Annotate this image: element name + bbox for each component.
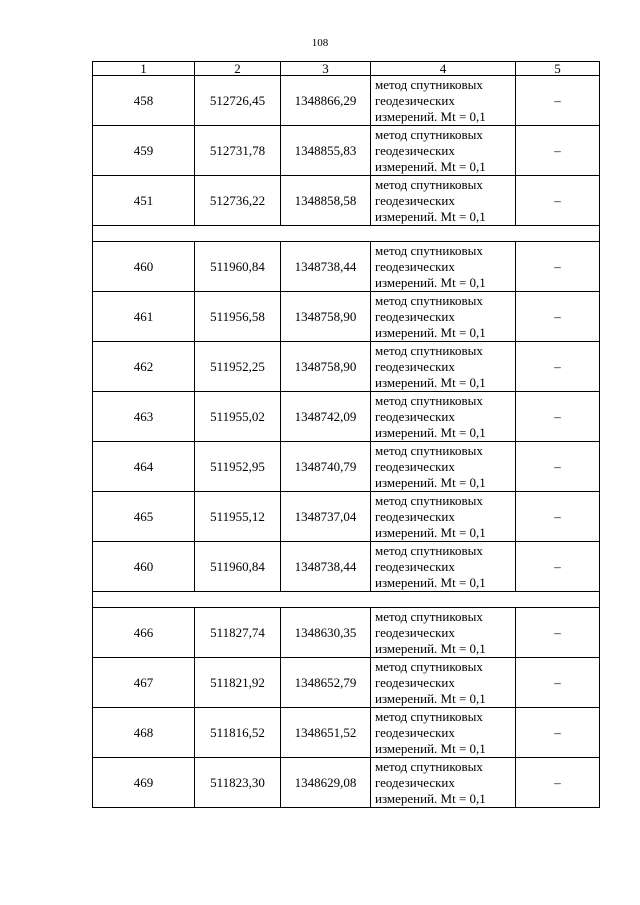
method-line: геодезических — [375, 458, 455, 474]
table-row — [93, 758, 600, 808]
note-cell: – — [516, 126, 600, 176]
method-cell — [371, 76, 516, 126]
table-row — [93, 342, 600, 392]
y-coordinate-cell: 1348738,44 — [281, 542, 371, 592]
point-number-cell: 465 — [93, 492, 195, 542]
point-number-cell: 469 — [93, 758, 195, 808]
y-coordinate-cell: 1348738,44 — [281, 242, 371, 292]
method-cell — [371, 176, 516, 226]
method-line: измерений. Mt = 0,1 — [375, 374, 486, 390]
table-row — [93, 242, 600, 292]
y-coordinate-cell: 1348758,90 — [281, 342, 371, 392]
section-separator-cell — [93, 226, 600, 242]
method-cell — [371, 292, 516, 342]
table-row — [93, 126, 600, 176]
coordinates-table — [92, 61, 600, 808]
column-header-1: 1 — [93, 62, 195, 76]
method-line: измерений. Mt = 0,1 — [375, 790, 486, 806]
method-line: геодезических — [375, 774, 455, 790]
table-row — [93, 658, 600, 708]
x-coordinate-cell: 511960,84 — [195, 542, 281, 592]
method-line: геодезических — [375, 358, 455, 374]
note-cell: – — [516, 542, 600, 592]
point-number-cell: 458 — [93, 76, 195, 126]
method-line: метод спутниковых — [375, 608, 483, 624]
method-line: измерений. Mt = 0,1 — [375, 324, 486, 340]
table-row — [93, 392, 600, 442]
method-line: измерений. Mt = 0,1 — [375, 424, 486, 440]
point-number-cell: 459 — [93, 126, 195, 176]
note-cell: – — [516, 708, 600, 758]
note-cell: – — [516, 76, 600, 126]
method-line: метод спутниковых — [375, 542, 483, 558]
method-cell — [371, 442, 516, 492]
method-line: геодезических — [375, 408, 455, 424]
point-number-cell: 460 — [93, 542, 195, 592]
note-cell: – — [516, 392, 600, 442]
x-coordinate-cell: 511952,25 — [195, 342, 281, 392]
column-header-3: 3 — [281, 62, 371, 76]
y-coordinate-cell: 1348855,83 — [281, 126, 371, 176]
method-line: геодезических — [375, 508, 455, 524]
method-line: измерений. Mt = 0,1 — [375, 740, 486, 756]
method-cell — [371, 542, 516, 592]
y-coordinate-cell: 1348652,79 — [281, 658, 371, 708]
table-row — [93, 76, 600, 126]
column-header-4: 4 — [371, 62, 516, 76]
x-coordinate-cell: 511821,92 — [195, 658, 281, 708]
y-coordinate-cell: 1348629,08 — [281, 758, 371, 808]
header-row — [93, 62, 600, 76]
point-number-cell: 461 — [93, 292, 195, 342]
y-coordinate-cell: 1348737,04 — [281, 492, 371, 542]
method-cell — [371, 658, 516, 708]
method-line: метод спутниковых — [375, 126, 483, 142]
column-header-2: 2 — [195, 62, 281, 76]
point-number-cell: 460 — [93, 242, 195, 292]
x-coordinate-cell: 511827,74 — [195, 608, 281, 658]
note-cell: – — [516, 176, 600, 226]
method-line: измерений. Mt = 0,1 — [375, 208, 486, 224]
y-coordinate-cell: 1348742,09 — [281, 392, 371, 442]
y-coordinate-cell: 1348866,29 — [281, 76, 371, 126]
note-cell: – — [516, 608, 600, 658]
method-line: геодезических — [375, 558, 455, 574]
x-coordinate-cell: 512736,22 — [195, 176, 281, 226]
method-line: геодезических — [375, 674, 455, 690]
method-line: метод спутниковых — [375, 708, 483, 724]
method-line: измерений. Mt = 0,1 — [375, 474, 486, 490]
method-line: метод спутниковых — [375, 392, 483, 408]
table-row — [93, 542, 600, 592]
x-coordinate-cell: 511955,12 — [195, 492, 281, 542]
method-line: метод спутниковых — [375, 342, 483, 358]
point-number-cell: 462 — [93, 342, 195, 392]
note-cell: – — [516, 442, 600, 492]
note-cell: – — [516, 292, 600, 342]
method-cell — [371, 758, 516, 808]
method-line: измерений. Mt = 0,1 — [375, 524, 486, 540]
point-number-cell: 464 — [93, 442, 195, 492]
method-line: геодезических — [375, 92, 455, 108]
method-line: метод спутниковых — [375, 658, 483, 674]
table-row — [93, 292, 600, 342]
point-number-cell: 468 — [93, 708, 195, 758]
y-coordinate-cell: 1348758,90 — [281, 292, 371, 342]
point-number-cell: 463 — [93, 392, 195, 442]
method-cell — [371, 608, 516, 658]
method-cell — [371, 126, 516, 176]
x-coordinate-cell: 512726,45 — [195, 76, 281, 126]
x-coordinate-cell: 511956,58 — [195, 292, 281, 342]
method-line: измерений. Mt = 0,1 — [375, 274, 486, 290]
method-cell — [371, 392, 516, 442]
method-line: измерений. Mt = 0,1 — [375, 574, 486, 590]
page-number: 108 — [311, 37, 329, 49]
method-line: измерений. Mt = 0,1 — [375, 158, 486, 174]
method-line: метод спутниковых — [375, 242, 483, 258]
method-line: геодезических — [375, 308, 455, 324]
note-cell: – — [516, 758, 600, 808]
method-line: геодезических — [375, 142, 455, 158]
table-row — [93, 492, 600, 542]
method-line: геодезических — [375, 192, 455, 208]
note-cell: – — [516, 492, 600, 542]
method-line: метод спутниковых — [375, 176, 483, 192]
method-line: геодезических — [375, 624, 455, 640]
section-separator-cell — [93, 592, 600, 608]
x-coordinate-cell: 511952,95 — [195, 442, 281, 492]
method-cell — [371, 242, 516, 292]
method-line: метод спутниковых — [375, 442, 483, 458]
method-cell — [371, 708, 516, 758]
x-coordinate-cell: 511823,30 — [195, 758, 281, 808]
section-separator-row — [93, 592, 600, 608]
y-coordinate-cell: 1348858,58 — [281, 176, 371, 226]
method-line: метод спутниковых — [375, 758, 483, 774]
table-row — [93, 708, 600, 758]
method-line: геодезических — [375, 258, 455, 274]
table-row — [93, 442, 600, 492]
table-row — [93, 608, 600, 658]
method-line: измерений. Mt = 0,1 — [375, 108, 486, 124]
point-number-cell: 451 — [93, 176, 195, 226]
method-cell — [371, 492, 516, 542]
method-line: метод спутниковых — [375, 76, 483, 92]
y-coordinate-cell: 1348740,79 — [281, 442, 371, 492]
coordinates-table-body — [93, 62, 600, 808]
x-coordinate-cell: 512731,78 — [195, 126, 281, 176]
x-coordinate-cell: 511960,84 — [195, 242, 281, 292]
x-coordinate-cell: 511816,52 — [195, 708, 281, 758]
method-line: метод спутниковых — [375, 492, 483, 508]
note-cell: – — [516, 242, 600, 292]
table-row — [93, 176, 600, 226]
section-separator-row — [93, 226, 600, 242]
y-coordinate-cell: 1348630,35 — [281, 608, 371, 658]
x-coordinate-cell: 511955,02 — [195, 392, 281, 442]
note-cell: – — [516, 658, 600, 708]
method-line: измерений. Mt = 0,1 — [375, 640, 486, 656]
y-coordinate-cell: 1348651,52 — [281, 708, 371, 758]
method-line: метод спутниковых — [375, 292, 483, 308]
method-line: измерений. Mt = 0,1 — [375, 690, 486, 706]
point-number-cell: 467 — [93, 658, 195, 708]
method-line: геодезических — [375, 724, 455, 740]
column-header-5: 5 — [516, 62, 600, 76]
point-number-cell: 466 — [93, 608, 195, 658]
method-cell — [371, 342, 516, 392]
note-cell: – — [516, 342, 600, 392]
